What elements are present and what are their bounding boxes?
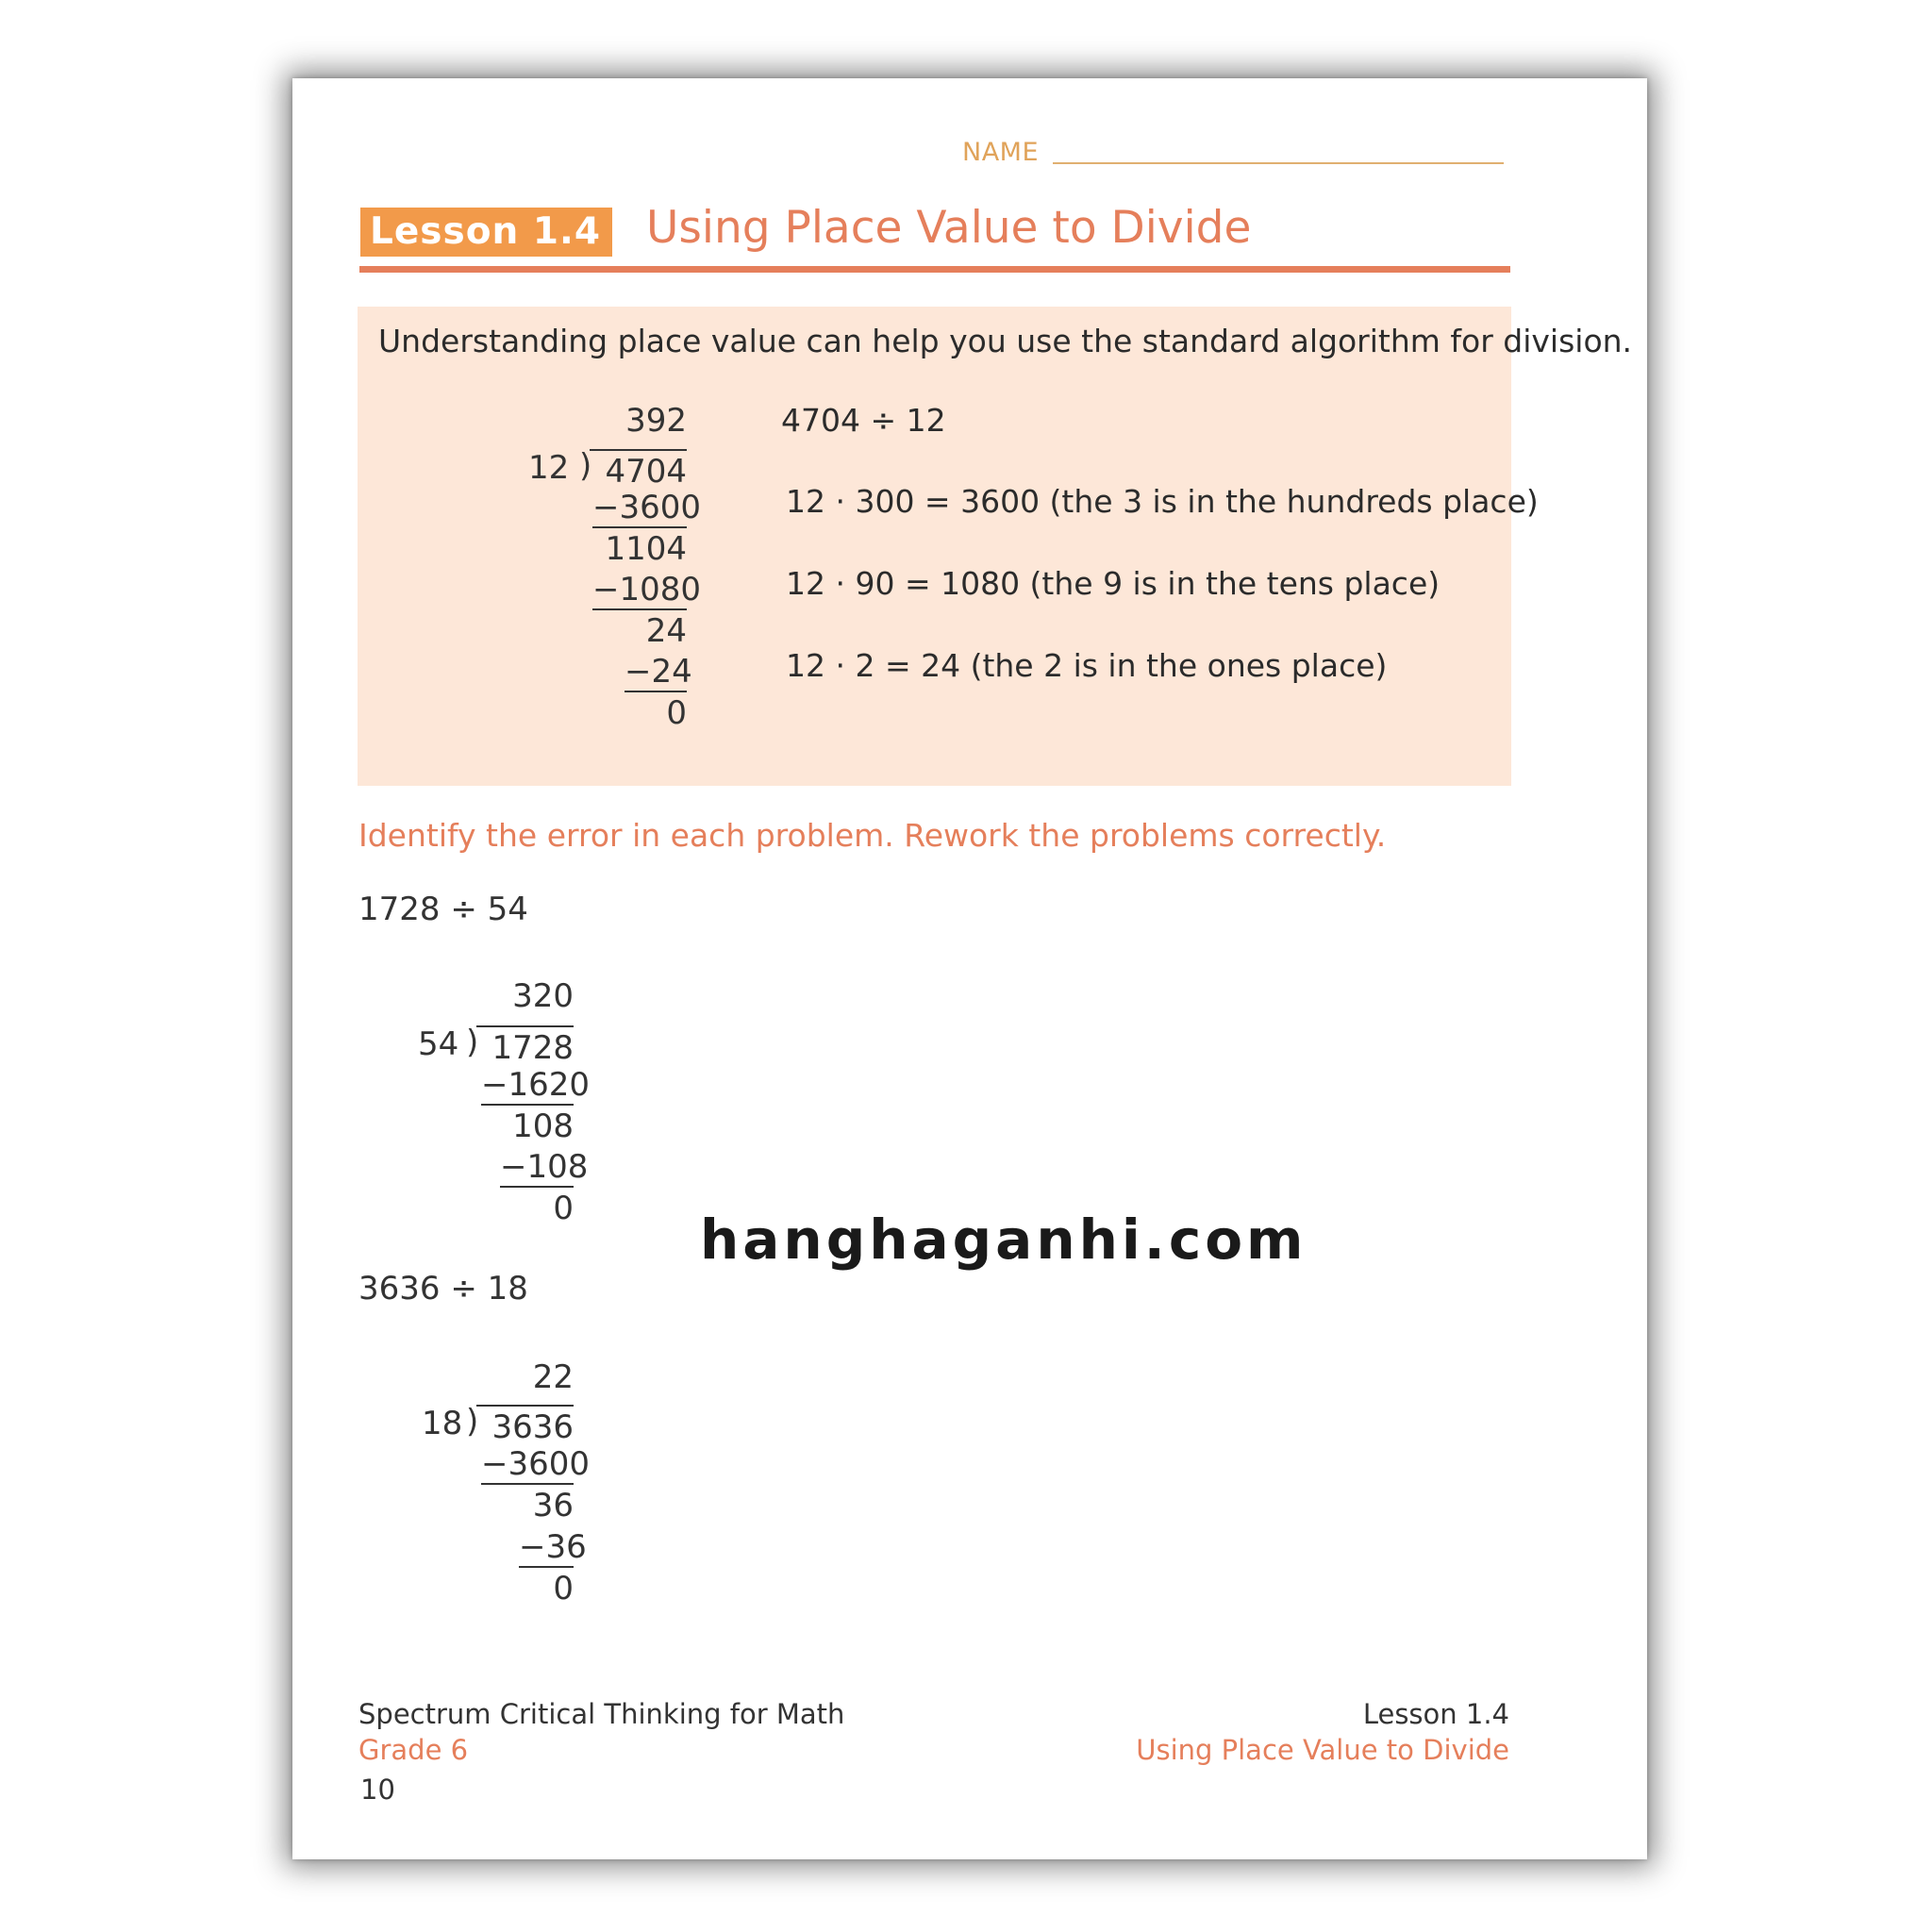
explanation-line: 12 · 90 = 1080 (the 9 is in the tens place) bbox=[786, 565, 1441, 602]
problem-1-step: 108 bbox=[512, 1108, 574, 1145]
example-quotient: 392 bbox=[625, 402, 687, 440]
example-step: −24 bbox=[625, 653, 692, 691]
example-step: 0 bbox=[666, 694, 687, 732]
page-title: Using Place Value to Divide bbox=[646, 202, 1252, 254]
example-divisor: 12 bbox=[528, 449, 570, 487]
problem-2-step: −3600 bbox=[481, 1445, 591, 1483]
problem-1-quotient: 320 bbox=[512, 977, 574, 1015]
footer-grade: Grade 6 bbox=[358, 1734, 469, 1766]
problem-1-label: 1728 ÷ 54 bbox=[358, 891, 528, 928]
division-bracket: ) bbox=[579, 447, 592, 485]
problem-2-quotient: 22 bbox=[532, 1358, 574, 1396]
explanation-line: 12 · 300 = 3600 (the 3 is in the hundreds place) bbox=[786, 483, 1539, 520]
example-expression: 4704 ÷ 12 bbox=[781, 402, 946, 439]
problem-1-step: 0 bbox=[553, 1190, 574, 1227]
instructions: Identify the error in each problem. Rework the problems correctly. bbox=[358, 817, 1387, 854]
lesson-badge: Lesson 1.4 bbox=[360, 208, 612, 257]
page-number: 10 bbox=[360, 1774, 395, 1806]
problem-2-divisor: 18 bbox=[422, 1405, 463, 1442]
problem-1-step: −108 bbox=[500, 1148, 589, 1186]
problem-2-step: −36 bbox=[519, 1528, 587, 1566]
problem-1-dividend: 1728 bbox=[476, 1025, 574, 1067]
problem-1-step: −1620 bbox=[481, 1066, 591, 1104]
example-box bbox=[358, 307, 1511, 786]
example-step: −3600 bbox=[592, 489, 702, 526]
footer-book-title: Spectrum Critical Thinking for Math bbox=[358, 1698, 845, 1730]
intro-text: Understanding place value can help you use the standard algorithm for division. bbox=[378, 323, 1633, 359]
watermark: hanghaganhi.com bbox=[700, 1208, 1307, 1272]
example-step: 24 bbox=[645, 612, 687, 650]
division-bracket: ) bbox=[466, 1024, 479, 1061]
example-step: −1080 bbox=[592, 571, 702, 608]
problem-2-label: 3636 ÷ 18 bbox=[358, 1270, 528, 1307]
name-line bbox=[1053, 162, 1504, 164]
problem-2-dividend: 3636 bbox=[476, 1405, 574, 1446]
problem-1-divisor: 54 bbox=[418, 1025, 459, 1063]
problem-2-step: 0 bbox=[553, 1570, 574, 1607]
division-bracket: ) bbox=[466, 1403, 479, 1441]
problem-2-step: 36 bbox=[532, 1487, 574, 1524]
explanation-line: 12 · 2 = 24 (the 2 is in the ones place) bbox=[786, 647, 1388, 684]
footer-lesson-title: Using Place Value to Divide bbox=[1136, 1734, 1509, 1766]
example-step: 1104 bbox=[605, 530, 687, 568]
footer-lesson: Lesson 1.4 bbox=[1362, 1698, 1509, 1730]
title-divider bbox=[359, 266, 1510, 273]
example-dividend: 4704 bbox=[590, 449, 687, 491]
name-label: NAME bbox=[962, 138, 1040, 167]
